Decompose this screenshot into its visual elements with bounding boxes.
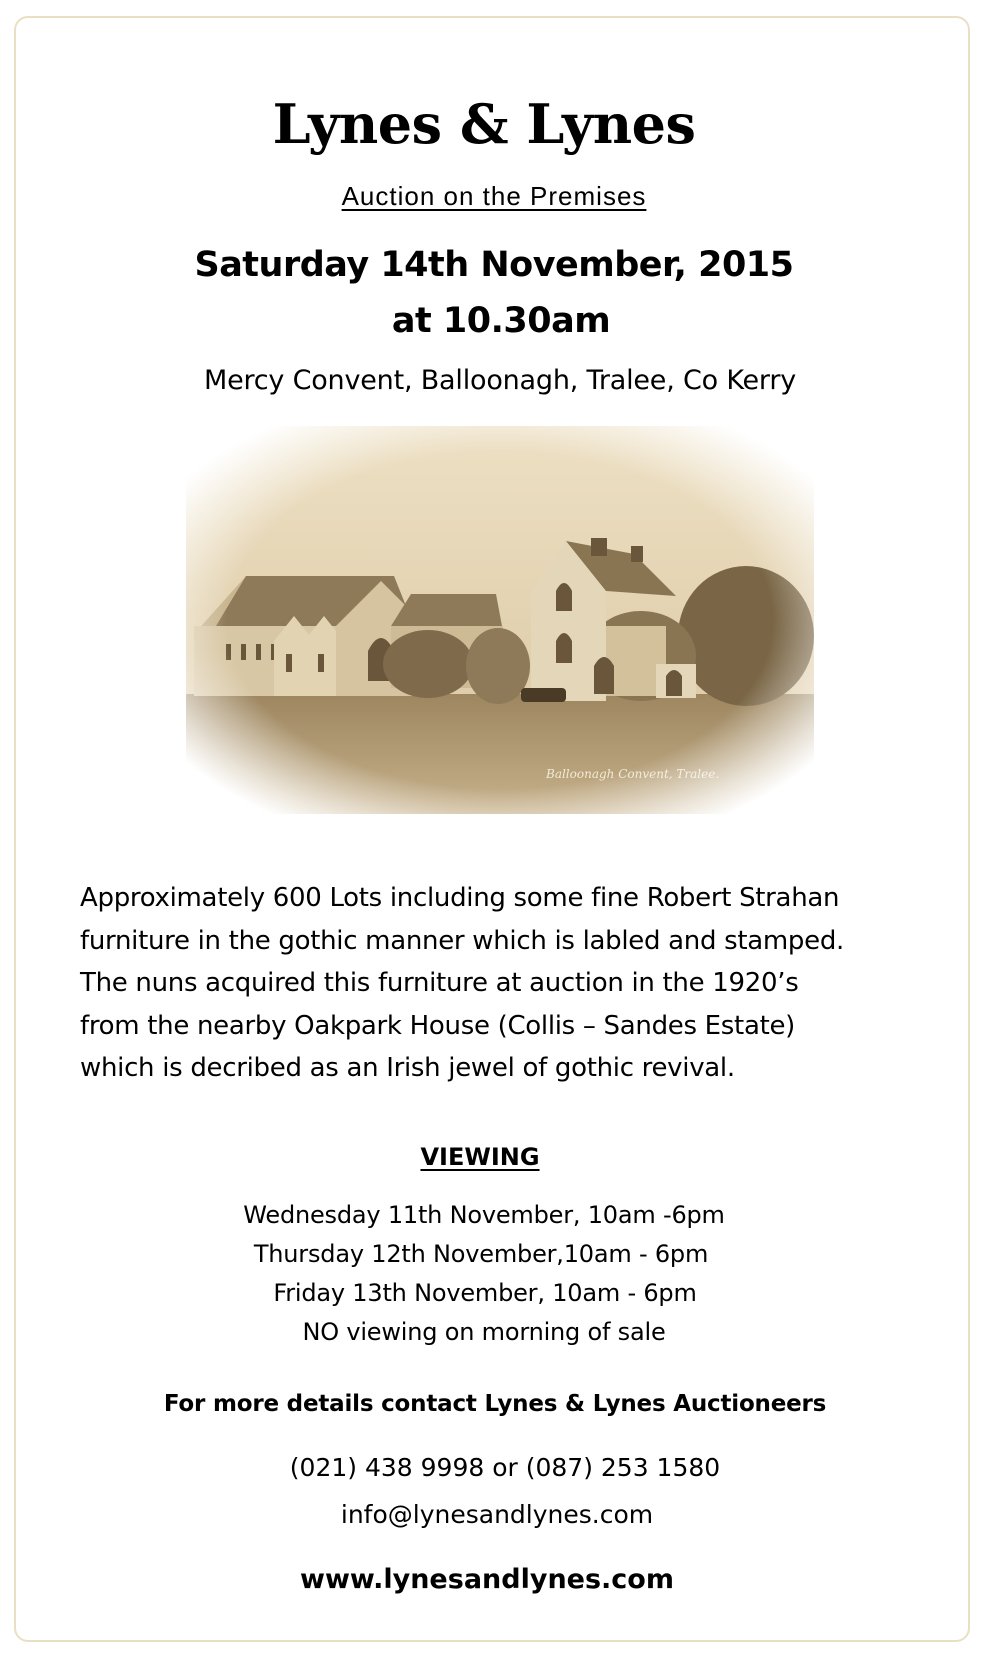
contact-email[interactable]: info@lynesandlynes.com — [340, 1500, 654, 1529]
viewing-line: NO viewing on morning of sale — [302, 1318, 666, 1346]
flyer-card — [14, 16, 970, 1642]
viewing-heading: VIEWING — [420, 1143, 540, 1171]
auction-venue: Mercy Convent, Balloonagh, Tralee, Co Kerry — [203, 365, 797, 396]
description-line: furniture in the gothic manner which is labled and stamped. — [80, 925, 844, 956]
website-link[interactable]: www.lynesandlynes.com — [300, 1564, 674, 1595]
auction-time: at 10.30am — [391, 301, 611, 341]
description-line: which is decribed as an Irish jewel of gothic revival. — [80, 1053, 735, 1083]
convent-photo — [186, 426, 814, 814]
auction-subtitle: Auction on the Premises — [341, 181, 647, 211]
auction-date: Saturday 14th November, 2015 — [194, 245, 794, 285]
contact-phone: (021) 438 9998 or (087) 253 1580 — [289, 1453, 721, 1482]
auctioneer-brand: Lynes & Lynes — [272, 92, 696, 156]
description-line: The nuns acquired this furniture at auction in the 1920’s — [80, 968, 799, 998]
contact-heading: For more details contact Lynes & Lynes Auctioneers — [163, 1391, 827, 1417]
viewing-line: Thursday 12th November,10am - 6pm — [253, 1240, 709, 1268]
description-line: from the nearby Oakpark House (Collis – Sandes Estate) — [80, 1010, 796, 1041]
viewing-line: Wednesday 11th November, 10am -6pm — [243, 1201, 725, 1229]
viewing-line: Friday 13th November, 10am - 6pm — [273, 1279, 697, 1307]
lot-description — [80, 877, 960, 1090]
description-line: Approximately 600 Lots including some fine Robert Strahan — [80, 883, 840, 913]
